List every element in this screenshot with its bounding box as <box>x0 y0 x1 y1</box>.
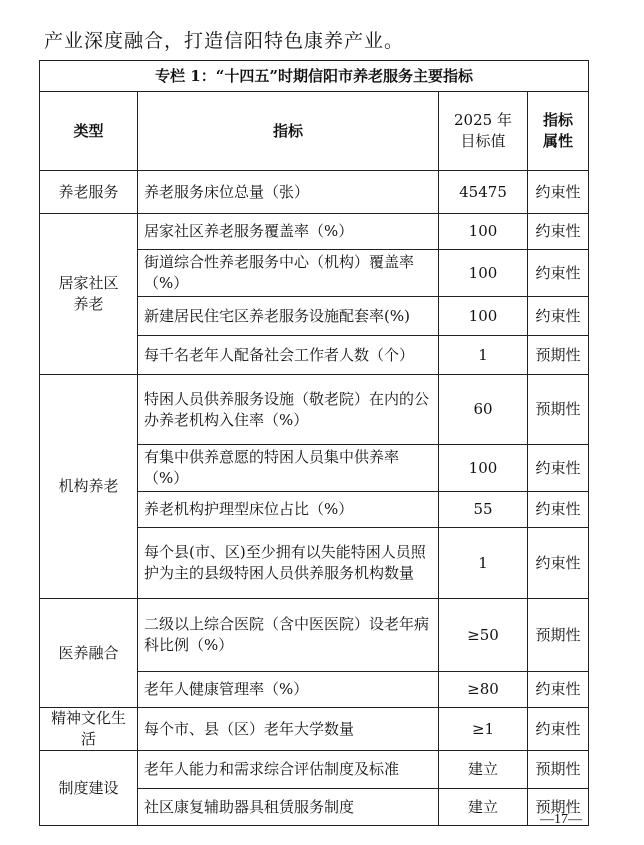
category-cell <box>40 708 138 751</box>
attribute-cell: 预期性 <box>528 789 589 826</box>
indicator-cell: 特困人员供养服务设施（敬老院）在内的公办养老机构入住率（%） <box>138 375 439 445</box>
indicator-cell: 居家社区养老服务覆盖率（%） <box>138 214 439 250</box>
attribute-cell: 约束性 <box>528 672 589 708</box>
target-cell: ≥50 <box>439 599 528 672</box>
header-indicator: 指标 <box>138 92 439 171</box>
category-label: 医养融合 <box>58 643 119 662</box>
attribute-cell: 约束性 <box>528 297 589 336</box>
attribute-cell: 约束性 <box>528 214 589 250</box>
indicator-cell: 每个市、县（区）老年大学数量 <box>138 708 439 751</box>
target-cell: 55 <box>439 492 528 528</box>
indicator-cell: 有集中供养意愿的特困人员集中供养率（%） <box>138 445 439 492</box>
header-type: 类型 <box>40 92 138 171</box>
table-row <box>40 171 589 214</box>
page-number: —17— <box>540 812 582 827</box>
table-row <box>40 751 589 789</box>
attribute-cell: 预期性 <box>528 599 589 672</box>
target-cell: 60 <box>439 375 528 445</box>
indicator-cell: 二级以上综合医院（含中医医院）设老年病科比例（%） <box>138 599 439 672</box>
attribute-cell: 预期性 <box>528 751 589 789</box>
table-row <box>40 214 589 250</box>
category-label: 制度建设 <box>58 778 119 797</box>
target-cell: 建立 <box>439 789 528 826</box>
target-cell: 45475 <box>439 171 528 214</box>
attribute-cell: 约束性 <box>528 708 589 751</box>
table-body <box>40 171 589 826</box>
category-cell <box>40 599 138 708</box>
attribute-cell: 预期性 <box>528 375 589 445</box>
category-cell <box>40 171 138 214</box>
target-cell: 100 <box>439 214 528 250</box>
indicator-cell: 新建居民住宅区养老服务设施配套率(%) <box>138 297 439 336</box>
indicator-cell: 养老机构护理型床位占比（%） <box>138 492 439 528</box>
header-target-text: 2025 年目标值 <box>454 111 512 150</box>
indicator-cell: 街道综合性养老服务中心（机构）覆盖率（%） <box>138 250 439 297</box>
attribute-cell: 约束性 <box>528 250 589 297</box>
category-cell <box>40 214 138 375</box>
attribute-cell: 约束性 <box>528 492 589 528</box>
indicator-cell: 老年人能力和需求综合评估制度及标准 <box>138 751 439 789</box>
header-attribute <box>528 92 589 171</box>
target-cell: 100 <box>439 297 528 336</box>
indicator-cell: 每千名老年人配备社会工作者人数（个） <box>138 336 439 375</box>
category-label: 养老服务 <box>58 182 119 201</box>
attribute-cell: 预期性 <box>528 336 589 375</box>
table-row <box>40 599 589 672</box>
target-cell: 100 <box>439 445 528 492</box>
category-label: 居家社区养老 <box>58 274 119 313</box>
attribute-cell: 约束性 <box>528 445 589 492</box>
indicator-table <box>39 60 589 826</box>
indicator-cell: 养老服务床位总量（张） <box>138 171 439 214</box>
indicator-cell: 老年人健康管理率（%） <box>138 672 439 708</box>
header-attribute-text: 指标属性 <box>543 111 574 150</box>
attribute-cell: 约束性 <box>528 171 589 214</box>
attribute-cell: 约束性 <box>528 528 589 599</box>
target-cell: 1 <box>439 336 528 375</box>
intro-text: 产业深度融合，打造信阳特色康养产业。 <box>44 30 405 52</box>
indicator-cell: 每个县(市、区)至少拥有以失能特困人员照护为主的县级特困人员供养服务机构数量 <box>138 528 439 599</box>
category-cell <box>40 751 138 826</box>
category-label: 精神文化生活 <box>50 709 126 748</box>
table-row <box>40 375 589 445</box>
target-cell: 建立 <box>439 751 528 789</box>
table-caption: 专栏 1：“十四五”时期信阳市养老服务主要指标 <box>40 61 589 92</box>
category-label: 机构养老 <box>58 477 119 495</box>
category-cell <box>40 375 138 599</box>
header-row <box>40 92 589 171</box>
target-cell: 1 <box>439 528 528 599</box>
target-cell: 100 <box>439 250 528 297</box>
header-target <box>439 92 528 171</box>
target-cell: ≥1 <box>439 708 528 751</box>
target-cell: ≥80 <box>439 672 528 708</box>
table-row <box>40 708 589 751</box>
indicator-cell: 社区康复辅助器具租赁服务制度 <box>138 789 439 826</box>
